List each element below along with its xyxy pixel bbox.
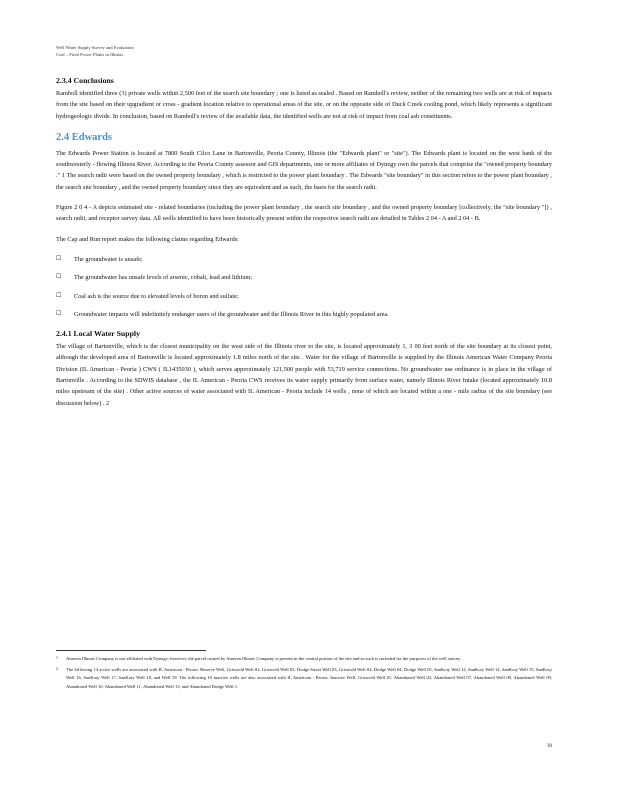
footnote-number: 2 <box>56 666 58 671</box>
running-header <box>56 44 134 58</box>
footnote-text: The following 14 active wells are associated with IL American - Peoria: Reserve Well, Griswold Well 02, Griswold Well 03, Dodge Street Well 03, Griswold Well 04, Dodge Well 04, Dodge Well 05, SanKoty Well 12, SanKoty Well 14, SanKoty Well 15, SanKoty Well 16, SanKoty Well 17, SanKoty Well 18, and Well 19. The following 10 inactive wells are also associated with IL American - Peoria: Inactive Well, Griswold Well 01, Abandoned Well 02, Abandoned Well 07, Abandoned Well 08, Abandoned Well 09, Abandoned Well 10, Abandoned Well 11, Abandoned Well 13, and Abandoned Dodge Well 1. <box>66 666 552 689</box>
footnote-number: 1 <box>56 656 58 660</box>
footnote-text: Ameren Illinois Company is not affiliated with Dynegy; however, the parcel owned by Ameren Illinois Company is present in the central portion of the site and as such is included for the purposes of the well survey. <box>66 656 461 661</box>
header-line-1: Well Water Supply Survey and Evaluation <box>56 45 134 50</box>
page-number: 30 <box>547 744 552 749</box>
checkbox-bullet-icon: ☐ <box>56 255 62 262</box>
list-item: ☐ The groundwater is unsafe; <box>56 254 552 265</box>
claims-list <box>56 254 552 320</box>
section-heading-2-3-4: 2.3.4 Conclusions <box>56 76 114 85</box>
edwards-paragraph-1: The Edwards Power Station is located at 7800 South Cilco Lane in Bartonville, Peoria County, Illinois (the "Edwards plant" or "site"). The Edwards plant is located on the west bank of the southwesterly - flowing Illinois River. According to the Peoria County assessor and GIS departments, one or more affiliates of Dynegy own the parcels that comprise the "owned property boundary ." 1 The search radii were based on the owned property boundary , which is restricted to the power plant boundary . The Edwards "site boundary" in this section refers to the power plant boundary , the search site boundary , and the owned property boundary since they are equivalent and as such, the basis for the search radii. <box>56 149 552 191</box>
document-body <box>56 76 552 418</box>
section-heading-2-4-1: 2.4.1 Local Water Supply <box>56 329 140 339</box>
checkbox-bullet-icon: ☐ <box>56 310 62 317</box>
list-item: ☐ The groundwater has unsafe levels of arsenic, cobalt, lead and lithium; <box>56 272 552 283</box>
edwards-paragraph-2: Figure 2 0 4 - A depicts estimated site - related boundaries (including the power plant boundary , the search site boundary , and the owned property boundary [collectively, the "site boundary "]) , search radii, and receptor survey data. All wells identified to have been historically present within the respective search radii are detailed in Tables 2 04 - A and 2 04 - B. <box>56 204 552 223</box>
footnote-2 <box>56 666 552 692</box>
checkbox-bullet-icon: ☐ <box>56 292 62 299</box>
footnote-1 <box>56 655 552 664</box>
footnote-divider <box>56 650 206 651</box>
conclusions-paragraph: Ramboll identified three (3) private wells within 2,500 feet of the search site boundary ; one is listed as sealed . Based on Ramboll's review, neither of the remaining two wells are at risk of impacts from the site based on their upgradient or cross - gradient location relative to operational areas of the site, or on the opposite side of Duck Creek cooling pond, which likely represents a significant hydrogeologic divide. In conclusion, based on Ramboll's review of the available data, the identified wells are not at risk of impact from coal ash constituents. <box>56 90 552 120</box>
list-item: ☐ Coal ash is the source due to elevated levels of boron and sulfate; <box>56 291 552 302</box>
edwards-paragraph-3: The Cap and Run report makes the following claims regarding Edwards: <box>56 235 239 243</box>
header-line-2: Coal – Fired Power Plants in Illinois <box>56 52 124 57</box>
footnotes <box>56 655 552 693</box>
section-heading-2-4: 2.4 Edwards <box>56 131 113 143</box>
checkbox-bullet-icon: ☐ <box>56 274 62 281</box>
local-water-supply-paragraph: The village of Bartonville, which is the closest municipality on the west side of the Illinois river to the site, is located approximately 1, 3 00 feet north of the site boundary at its closest point, although the developed area of Bartonville is located approximately 1.8 miles north of the site . Water for the village of Bartonville is supplied by the Illinois American Water Company Peoria Division (IL American - Peoria ) CWS ( IL1435030 ), which serves approximately 121,500 people with 53,719 service connections. No groundwater use ordinance is in place in the village of Bartonville . According to the SDWIS database , the IL American - Peoria CWS receives its water supply primarily from surface water, namely Illinois River Intake (located approximately 10.8 miles upstream of the site) . Other active sources of water associated with IL American - Peoria include 14 wells , none of which are located within a one - mile radius of the site boundary (see discussion below) . 2 <box>56 343 552 407</box>
list-item: ☐ Groundwater impacts will indefinitely endanger users of the groundwater and the Illinois River in this highly populated area. <box>56 309 552 320</box>
